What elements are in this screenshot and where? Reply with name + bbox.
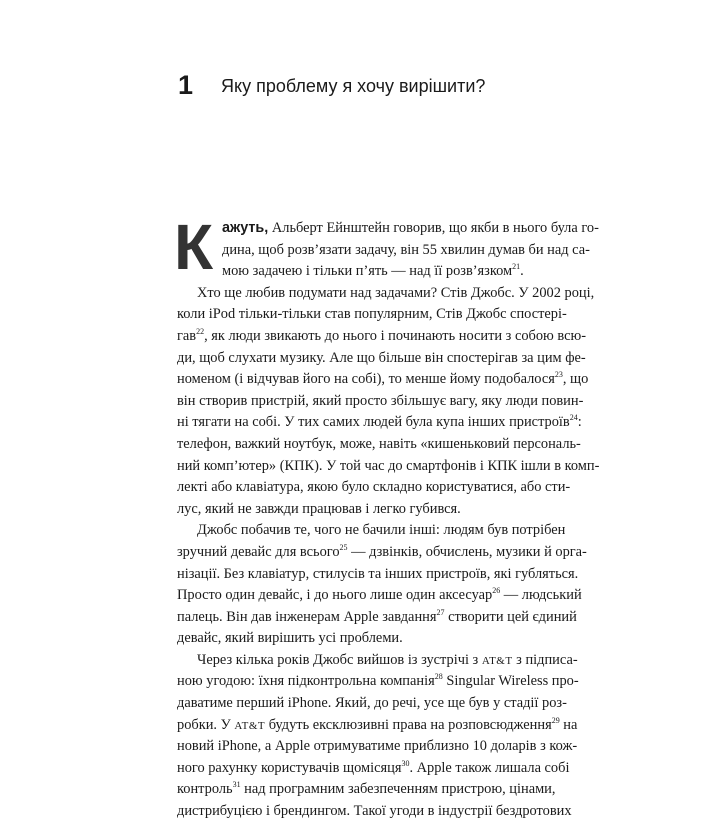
text-line: гав$^{22}$, як люди звикають до нього і починають носити з собою всю- [177,326,587,344]
text-line: лус, який не завжди працював і легко губився. [177,500,461,517]
text-line: телефон, важкий ноутбук, може, навіть «кишеньковий персональ- [177,435,581,452]
text-line: нізації. Без клавіатур, стилусів та інших пристроїв, які губляться. [177,565,579,582]
text-line: робки. У AT&T будуть ексклюзивні права на розповсюдження$^{29}$ на [177,715,578,733]
chapter-title: Яку проблему я хочу вирішити? [221,76,486,96]
footnote-ref: 27 [436,607,445,617]
lead-word: ажуть, [222,220,269,236]
text-line: Джобс побачив те, чого не бачили інші: людям був потрібен [197,522,566,539]
company-name: AT&T [481,654,513,667]
footnote-ref: 25 [339,542,348,552]
body-text [174,211,600,823]
text-line: девайс, який вирішить усі проблеми. [177,630,403,647]
footnote-ref: 26 [492,586,501,596]
footnote-ref: 30 [401,758,410,768]
text-line: ажуть, Альберт Ейнштейн говорив, що якби в нього була го- [222,220,599,236]
footnote-ref: 31 [232,780,241,790]
footnote-ref: 23 [554,370,563,380]
footnote-ref: 28 [434,672,443,682]
footnote-ref: 29 [551,715,560,725]
text-line: Через кілька років Джобс вийшов із зустрічі з AT&T з підписа- [197,651,578,668]
text-line: дина, щоб розв’язати задачу, він 55 хвилин думав би над са- [222,241,590,258]
footnote-ref: 22 [196,326,205,336]
text-line: ний комп’ютер» (КПК). У той час до смартфонів і КПК ішли в комп- [177,457,600,474]
text-line: Хто ще любив подумати над задачами? Стів Джобс. У 2002 році, [197,284,595,301]
footnote-ref: 21 [512,262,521,272]
text-line: ні тягати на собі. У тих самих людей була купа інших пристроїв$^{24}$: [177,413,582,431]
text-line: даватиме перший iPhone. Який, до речі, усе ще був у стадії роз- [177,695,567,712]
text-line: новий iPhone, а Apple отримуватиме приблизно 10 доларів з кож- [177,738,578,755]
text-line: мою задачею і тільки п’ять — над її розв’язком$^{21}$. [222,262,524,280]
footnote-ref: 24 [569,413,578,423]
text-line: лекті або клавіатура, якою було складно користуватися, або сти- [177,479,571,496]
text-line: ною угодою: їхня підконтрольна компанія$^{28}$ Singular Wireless про- [177,672,579,690]
text-line: зручний девайс для всього$^{25}$ — дзвінків, обчислень, музики й орга- [177,542,587,560]
chapter-number: 1 [178,70,194,100]
drop-cap: К [174,211,214,283]
text-line: ди, щоб слухати музику. Але що більше він спостерігав за цим фе- [177,349,586,366]
text-line: палець. Він дав інженерам Apple завдання$^{27}$ створити цей єдиний [177,607,577,625]
text-line: Просто один девайс, і до нього лише один аксесуар$^{26}$ — людський [177,586,582,604]
text-line: він створив пристрій, який просто збільшує вагу, яку люди повин- [177,392,584,409]
text-line: дистрибуцією і брендингом. Такої угоди в індустрії бездротових [177,803,572,820]
text-line: ного рахунку користувачів щомісяця$^{30}$. Apple також лишала собі [177,758,570,776]
text-line: коли iPod тільки-тільки став популярним, Стів Джобс спостері- [177,306,567,323]
text-line: номеном (і відчував його на собі), то менше йому подобалося$^{23}$, що [177,370,589,388]
company-name: AT&T [234,719,266,732]
text-line: контроль$^{31}$ над програмним забезпеченням пристрою, цінами, [177,780,556,798]
chapter-heading [175,68,595,108]
